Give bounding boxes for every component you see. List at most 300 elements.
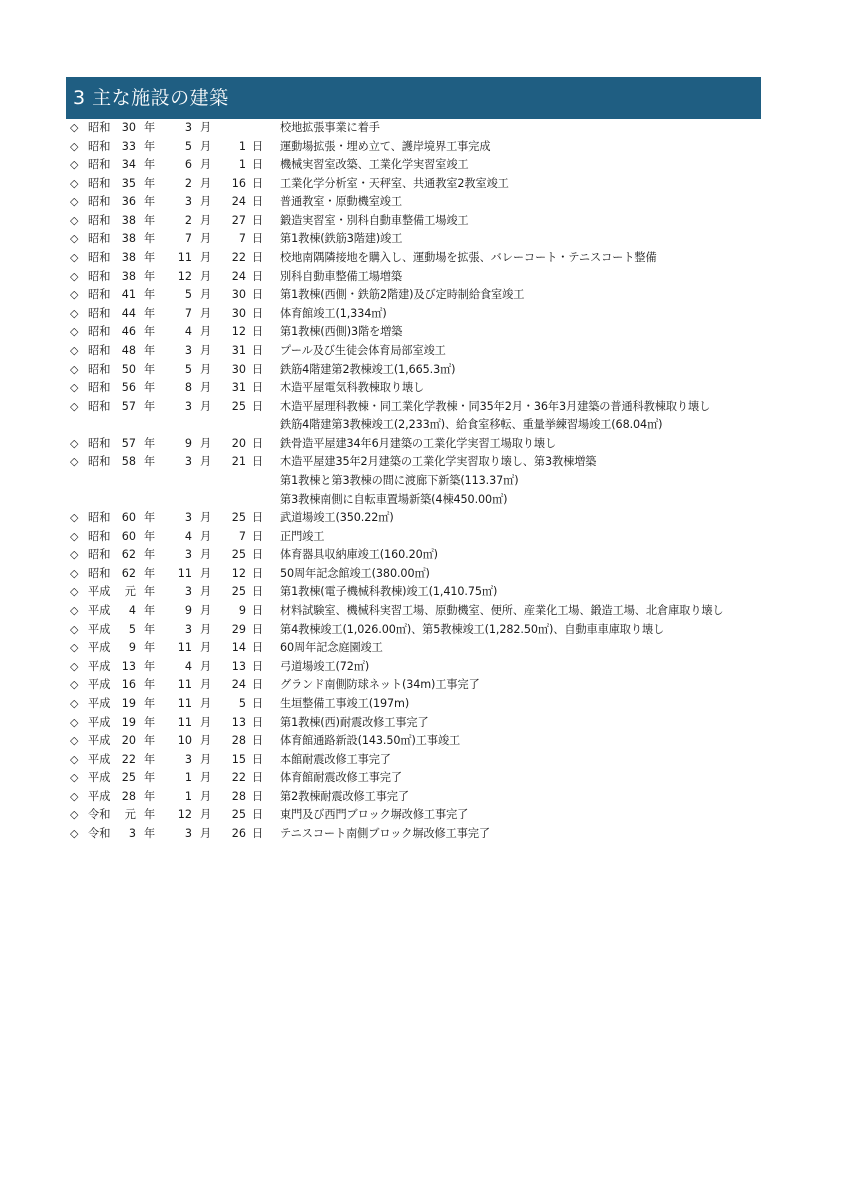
event-text: 50周年記念館竣工(380.00㎡) — [280, 566, 430, 580]
event-text: 第1教棟(鉄筋3階建)竣工 — [280, 232, 403, 246]
marker-icon: ◇ — [70, 121, 79, 134]
era-name: 昭和 — [88, 251, 111, 265]
year-unit: 年 — [144, 362, 156, 376]
timeline-row-continuation — [66, 416, 766, 435]
day-unit: 日 — [252, 399, 264, 413]
timeline-row — [66, 528, 766, 547]
day-value: 30 — [231, 306, 246, 320]
month-unit: 月 — [200, 641, 212, 655]
year-value: 16 — [121, 678, 136, 692]
era-name: 平成 — [88, 734, 111, 748]
month-value: 3 — [184, 511, 192, 525]
month-unit: 月 — [200, 622, 212, 636]
month-value: 10 — [177, 734, 192, 748]
marker-icon: ◇ — [70, 343, 79, 357]
month-unit: 月 — [200, 548, 212, 562]
year-value: 56 — [121, 381, 136, 395]
day-unit: 日 — [252, 752, 264, 766]
month-value: 11 — [177, 715, 192, 729]
era-name: 昭和 — [88, 121, 111, 134]
marker-icon: ◇ — [70, 176, 79, 190]
marker-icon: ◇ — [70, 529, 79, 543]
event-text: 機械実習室改築、工業化学実習室竣工 — [280, 158, 469, 172]
day-unit: 日 — [252, 306, 264, 320]
marker-icon: ◇ — [70, 213, 79, 227]
era-name: 平成 — [88, 604, 111, 618]
day-value: 20 — [231, 436, 246, 450]
timeline-row — [66, 509, 766, 528]
event-text: 鉄筋4階建第3教棟竣工(2,233㎡)、給食室移転、重量挙練習場竣工(68.04㎡) — [280, 418, 663, 432]
event-text: 第4教棟竣工(1,026.00㎡)、第5教棟竣工(1,282.50㎡)、自動車車庫取り壊し — [280, 622, 665, 636]
marker-icon: ◇ — [70, 399, 79, 413]
year-value: 25 — [121, 771, 136, 785]
timeline-row — [66, 323, 766, 342]
day-unit: 日 — [252, 232, 264, 246]
month-unit: 月 — [200, 139, 212, 153]
day-value: 22 — [231, 251, 246, 265]
era-name: 平成 — [88, 678, 111, 692]
month-value: 3 — [184, 752, 192, 766]
timeline-list — [66, 119, 766, 844]
timeline-row — [66, 286, 766, 305]
marker-icon: ◇ — [70, 678, 79, 692]
year-unit: 年 — [144, 213, 156, 227]
era-name: 平成 — [88, 789, 111, 803]
timeline-row — [66, 175, 766, 194]
day-unit: 日 — [252, 195, 264, 209]
month-unit: 月 — [200, 678, 212, 692]
year-unit: 年 — [144, 771, 156, 785]
era-name: 昭和 — [88, 139, 111, 153]
marker-icon: ◇ — [70, 585, 79, 599]
year-value: 28 — [121, 789, 136, 803]
timeline-row — [66, 732, 766, 751]
month-value: 8 — [184, 381, 192, 395]
year-value: 60 — [121, 511, 136, 525]
era-name: 昭和 — [88, 566, 111, 580]
timeline-row — [66, 268, 766, 287]
marker-icon: ◇ — [70, 232, 79, 246]
year-unit: 年 — [144, 436, 156, 450]
event-text: 木造平屋建35年2月建築の工業化学実習取り壊し、第3教棟増築 — [280, 455, 597, 469]
event-text: 東門及び西門ブロック塀改修工事完了 — [280, 808, 469, 822]
day-value: 30 — [231, 362, 246, 376]
timeline-row — [66, 565, 766, 584]
day-value: 25 — [231, 548, 246, 562]
month-unit: 月 — [200, 232, 212, 246]
timeline-row — [66, 546, 766, 565]
month-value: 2 — [184, 213, 192, 227]
marker-icon: ◇ — [70, 455, 79, 469]
year-value: 57 — [121, 399, 136, 413]
marker-icon: ◇ — [70, 325, 79, 339]
year-value: 58 — [121, 455, 136, 469]
month-unit: 月 — [200, 511, 212, 525]
event-text: 運動場拡張・埋め立て、護岸境界工事完成 — [280, 139, 491, 153]
year-unit: 年 — [144, 622, 156, 636]
event-text: 体育館竣工(1,334㎡) — [280, 306, 387, 320]
month-unit: 月 — [200, 325, 212, 339]
timeline-row — [66, 379, 766, 398]
month-unit: 月 — [200, 362, 212, 376]
marker-icon: ◇ — [70, 381, 79, 395]
year-value: 50 — [121, 362, 136, 376]
year-unit: 年 — [144, 269, 156, 283]
month-value: 3 — [184, 548, 192, 562]
day-unit: 日 — [252, 381, 264, 395]
day-unit: 日 — [252, 771, 264, 785]
year-unit: 年 — [144, 251, 156, 265]
month-unit: 月 — [200, 696, 212, 710]
month-unit: 月 — [200, 604, 212, 618]
timeline-row — [66, 769, 766, 788]
year-value: 20 — [121, 734, 136, 748]
timeline-row — [66, 751, 766, 770]
year-value: 41 — [121, 288, 136, 302]
year-value: 36 — [121, 195, 136, 209]
era-name: 平成 — [88, 715, 111, 729]
day-value: 7 — [238, 529, 246, 543]
month-value: 3 — [184, 622, 192, 636]
month-unit: 月 — [200, 121, 212, 134]
month-value: 11 — [177, 678, 192, 692]
era-name: 昭和 — [88, 399, 111, 413]
year-value: 33 — [121, 139, 136, 153]
era-name: 令和 — [88, 808, 111, 822]
event-text: 別科自動車整備工場増築 — [280, 269, 402, 283]
year-value: 22 — [121, 752, 136, 766]
day-unit: 日 — [252, 808, 264, 822]
month-value: 5 — [184, 288, 192, 302]
year-unit: 年 — [144, 604, 156, 618]
era-name: 昭和 — [88, 195, 111, 209]
day-value: 27 — [231, 213, 246, 227]
day-value: 5 — [238, 696, 246, 710]
marker-icon: ◇ — [70, 566, 79, 580]
marker-icon: ◇ — [70, 288, 79, 302]
marker-icon: ◇ — [70, 139, 79, 153]
timeline-row — [66, 119, 766, 138]
month-unit: 月 — [200, 529, 212, 543]
event-text: テニスコート南側ブロック塀改修工事完了 — [280, 826, 490, 840]
day-value: 24 — [231, 269, 246, 283]
day-value: 13 — [231, 659, 246, 673]
day-unit: 日 — [252, 826, 264, 840]
marker-icon: ◇ — [70, 622, 79, 636]
day-value: 14 — [231, 641, 246, 655]
marker-icon: ◇ — [70, 604, 79, 618]
era-name: 令和 — [88, 826, 111, 840]
month-unit: 月 — [200, 436, 212, 450]
day-unit: 日 — [252, 529, 264, 543]
month-unit: 月 — [200, 288, 212, 302]
month-unit: 月 — [200, 158, 212, 172]
month-value: 7 — [184, 306, 192, 320]
era-name: 昭和 — [88, 362, 111, 376]
era-name: 昭和 — [88, 343, 111, 357]
month-value: 3 — [184, 585, 192, 599]
day-unit: 日 — [252, 585, 264, 599]
marker-icon: ◇ — [70, 158, 79, 172]
marker-icon: ◇ — [70, 789, 79, 803]
year-value: 62 — [121, 566, 136, 580]
month-unit: 月 — [200, 306, 212, 320]
event-text: 体育館通路新設(143.50㎡)工事竣工 — [280, 734, 461, 748]
day-value: 24 — [231, 678, 246, 692]
marker-icon: ◇ — [70, 771, 79, 785]
year-unit: 年 — [144, 158, 156, 172]
month-value: 9 — [184, 604, 192, 618]
era-name: 平成 — [88, 696, 111, 710]
year-unit: 年 — [144, 195, 156, 209]
day-unit: 日 — [252, 436, 264, 450]
timeline-row-continuation — [66, 491, 766, 510]
era-name: 昭和 — [88, 306, 111, 320]
event-text: 鍛造実習室・別科自動車整備工場竣工 — [280, 213, 469, 227]
day-unit: 日 — [252, 789, 264, 803]
timeline-row — [66, 398, 766, 417]
timeline-row — [66, 583, 766, 602]
year-value: 38 — [121, 269, 136, 283]
year-value: 38 — [121, 251, 136, 265]
day-unit: 日 — [252, 696, 264, 710]
month-value: 5 — [184, 139, 192, 153]
day-unit: 日 — [252, 548, 264, 562]
era-name: 昭和 — [88, 381, 111, 395]
month-value: 3 — [184, 121, 192, 134]
month-value: 3 — [184, 399, 192, 413]
day-value: 31 — [231, 343, 246, 357]
marker-icon: ◇ — [70, 641, 79, 655]
event-text: プール及び生徒会体育局部室竣工 — [280, 343, 446, 357]
timeline-row — [66, 602, 766, 621]
month-value: 3 — [184, 826, 192, 840]
year-unit: 年 — [144, 826, 156, 840]
timeline-row — [66, 639, 766, 658]
era-name: 平成 — [88, 622, 111, 636]
era-name: 昭和 — [88, 455, 111, 469]
day-value: 9 — [238, 604, 246, 618]
marker-icon: ◇ — [70, 752, 79, 766]
day-unit: 日 — [252, 362, 264, 376]
year-unit: 年 — [144, 696, 156, 710]
era-name: 昭和 — [88, 158, 111, 172]
event-text: グランド南側防球ネット(34m)工事完了 — [280, 678, 480, 692]
year-unit: 年 — [144, 232, 156, 246]
era-name: 平成 — [88, 771, 111, 785]
year-value: 57 — [121, 436, 136, 450]
year-unit: 年 — [144, 789, 156, 803]
marker-icon: ◇ — [70, 269, 79, 283]
day-value: 25 — [231, 808, 246, 822]
year-value: 19 — [121, 696, 136, 710]
year-unit: 年 — [144, 659, 156, 673]
year-unit: 年 — [144, 325, 156, 339]
year-value: 35 — [121, 176, 136, 190]
day-unit: 日 — [252, 511, 264, 525]
year-unit: 年 — [144, 715, 156, 729]
year-value: 46 — [121, 325, 136, 339]
event-text: 第3教棟南側に自転車置場新築(4棟450.00㎡) — [280, 492, 508, 506]
day-value: 30 — [231, 288, 246, 302]
year-value: 元 — [124, 808, 136, 822]
day-value: 26 — [231, 826, 246, 840]
month-unit: 月 — [200, 343, 212, 357]
month-unit: 月 — [200, 789, 212, 803]
event-text: 鉄筋4階建第2教棟竣工(1,665.3㎡) — [280, 362, 456, 376]
year-unit: 年 — [144, 511, 156, 525]
event-text: 第1教棟(西側・鉄筋2階建)及び定時制給食室竣工 — [280, 288, 525, 302]
year-unit: 年 — [144, 306, 156, 320]
year-value: 元 — [124, 585, 136, 599]
timeline-row — [66, 156, 766, 175]
month-value: 4 — [184, 529, 192, 543]
era-name: 昭和 — [88, 325, 111, 339]
month-value: 11 — [177, 641, 192, 655]
day-value: 12 — [231, 325, 246, 339]
day-value: 13 — [231, 715, 246, 729]
marker-icon: ◇ — [70, 195, 79, 209]
era-name: 昭和 — [88, 548, 111, 562]
month-value: 11 — [177, 566, 192, 580]
month-unit: 月 — [200, 251, 212, 265]
timeline-row — [66, 305, 766, 324]
timeline-row — [66, 138, 766, 157]
year-value: 3 — [128, 826, 136, 840]
marker-icon: ◇ — [70, 734, 79, 748]
year-value: 9 — [128, 641, 136, 655]
event-text: 第1教棟(電子機械科教棟)竣工(1,410.75㎡) — [280, 585, 498, 599]
day-unit: 日 — [252, 622, 264, 636]
event-text: 木造平屋電気科教棟取り壊し — [280, 381, 425, 395]
timeline-row — [66, 212, 766, 231]
timeline-row — [66, 230, 766, 249]
event-text: 第1教棟(西)耐震改修工事完了 — [280, 715, 429, 729]
month-unit: 月 — [200, 381, 212, 395]
era-name: 平成 — [88, 585, 111, 599]
day-value: 31 — [231, 381, 246, 395]
day-value: 28 — [231, 734, 246, 748]
day-value: 22 — [231, 771, 246, 785]
event-text: 第1教棟と第3教棟の間に渡廊下新築(113.37㎡) — [280, 473, 519, 487]
year-unit: 年 — [144, 529, 156, 543]
timeline-row — [66, 435, 766, 454]
era-name: 昭和 — [88, 269, 111, 283]
day-value: 28 — [231, 789, 246, 803]
month-value: 1 — [184, 789, 192, 803]
day-unit: 日 — [252, 659, 264, 673]
era-name: 平成 — [88, 641, 111, 655]
year-unit: 年 — [144, 288, 156, 302]
year-unit: 年 — [144, 381, 156, 395]
timeline-row — [66, 342, 766, 361]
marker-icon: ◇ — [70, 548, 79, 562]
year-unit: 年 — [144, 399, 156, 413]
day-value: 16 — [231, 176, 246, 190]
day-value: 25 — [231, 399, 246, 413]
year-value: 62 — [121, 548, 136, 562]
month-value: 12 — [177, 269, 192, 283]
timeline-row — [66, 658, 766, 677]
month-value: 5 — [184, 362, 192, 376]
month-value: 2 — [184, 176, 192, 190]
year-unit: 年 — [144, 585, 156, 599]
year-unit: 年 — [144, 808, 156, 822]
marker-icon: ◇ — [70, 436, 79, 450]
section-title: 3 主な施設の建築 — [66, 77, 761, 119]
event-text: 第1教棟(西側)3階を増築 — [280, 325, 403, 339]
month-unit: 月 — [200, 752, 212, 766]
year-value: 60 — [121, 529, 136, 543]
era-name: 昭和 — [88, 232, 111, 246]
day-value: 12 — [231, 566, 246, 580]
year-value: 4 — [128, 604, 136, 618]
timeline-row — [66, 825, 766, 844]
day-unit: 日 — [252, 251, 264, 265]
event-text: 校地拡張事業に着手 — [280, 121, 380, 134]
event-text: 工業化学分析室・天秤室、共通教室2教室竣工 — [280, 176, 509, 190]
year-value: 34 — [121, 158, 136, 172]
year-value: 38 — [121, 232, 136, 246]
day-unit: 日 — [252, 566, 264, 580]
marker-icon: ◇ — [70, 808, 79, 822]
event-text: 武道場竣工(350.22㎡) — [280, 511, 394, 525]
year-unit: 年 — [144, 121, 156, 134]
month-value: 4 — [184, 325, 192, 339]
month-value: 3 — [184, 343, 192, 357]
marker-icon: ◇ — [70, 696, 79, 710]
marker-icon: ◇ — [70, 715, 79, 729]
year-unit: 年 — [144, 343, 156, 357]
day-unit: 日 — [252, 139, 264, 153]
event-text: 鉄骨造平屋建34年6月建築の工業化学実習工場取り壊し — [280, 436, 557, 450]
event-text: 本館耐震改修工事完了 — [280, 752, 391, 766]
month-unit: 月 — [200, 715, 212, 729]
timeline-row — [66, 193, 766, 212]
day-value: 15 — [231, 752, 246, 766]
month-unit: 月 — [200, 566, 212, 580]
era-name: 昭和 — [88, 436, 111, 450]
month-unit: 月 — [200, 455, 212, 469]
month-unit: 月 — [200, 213, 212, 227]
month-unit: 月 — [200, 659, 212, 673]
event-text: 材料試験室、機械科実習工場、原動機室、便所、産業化工場、鍛造工場、北倉庫取り壊し — [280, 604, 724, 618]
year-unit: 年 — [144, 752, 156, 766]
timeline-row — [66, 361, 766, 380]
day-unit: 日 — [252, 269, 264, 283]
year-unit: 年 — [144, 566, 156, 580]
month-value: 7 — [184, 232, 192, 246]
marker-icon: ◇ — [70, 826, 79, 840]
timeline-row — [66, 695, 766, 714]
day-value: 7 — [238, 232, 246, 246]
event-text: 普通教室・原動機室竣工 — [280, 195, 402, 209]
day-value: 24 — [231, 195, 246, 209]
event-text: 体育器具収納庫竣工(160.20㎡) — [280, 548, 438, 562]
day-value: 21 — [231, 455, 246, 469]
timeline-row — [66, 621, 766, 640]
day-unit: 日 — [252, 288, 264, 302]
year-value: 19 — [121, 715, 136, 729]
era-name: 昭和 — [88, 511, 111, 525]
marker-icon: ◇ — [70, 659, 79, 673]
day-unit: 日 — [252, 158, 264, 172]
day-unit: 日 — [252, 455, 264, 469]
year-value: 30 — [121, 121, 136, 134]
marker-icon: ◇ — [70, 362, 79, 376]
marker-icon: ◇ — [70, 251, 79, 265]
event-text: 体育館耐震改修工事完了 — [280, 771, 402, 785]
